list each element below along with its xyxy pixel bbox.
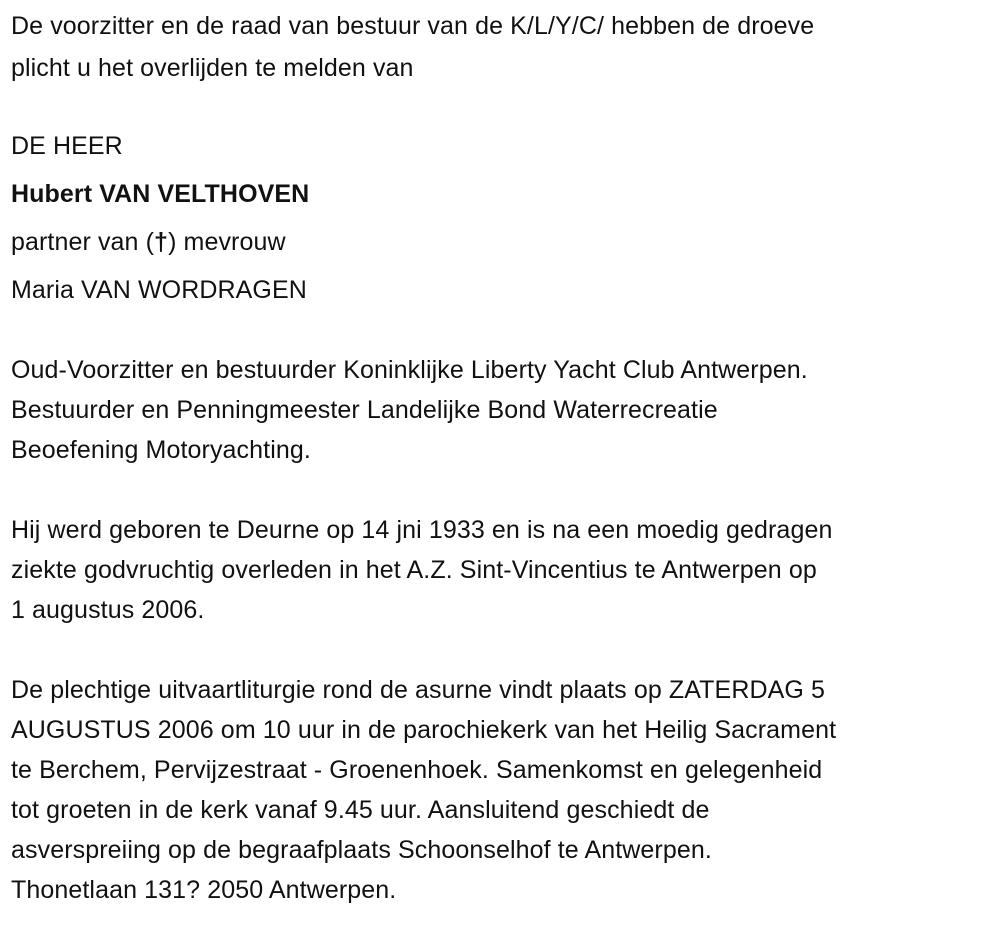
functions-line: Beoefening Motoryachting. bbox=[11, 436, 311, 464]
partner-line bbox=[11, 227, 286, 257]
funeral-line: asverspreiing op de begraafplaats Schoonselhof te Antwerpen. bbox=[11, 836, 712, 864]
partner-name: Maria VAN WORDRAGEN bbox=[11, 276, 307, 304]
birth-death-line: Hij werd geboren te Deurne op 14 jni 1933 en is na een moedig gedragen bbox=[11, 516, 833, 544]
honorific: DE HEER bbox=[11, 132, 123, 160]
intro-line: De voorzitter en de raad van bestuur van de K/L/Y/C/ hebben de droeve bbox=[11, 12, 815, 40]
funeral-line: tot groeten in de kerk vanaf 9.45 uur. Aansluitend geschiedt de bbox=[11, 796, 710, 824]
birth-death-line: 1 augustus 2006. bbox=[11, 596, 205, 624]
funeral-line: AUGUSTUS 2006 om 10 uur in de parochiekerk van het Heilig Sacrament bbox=[11, 716, 837, 744]
partner-prefix: partner van ( bbox=[11, 228, 155, 256]
partner-suffix: ) mevrouw bbox=[168, 228, 286, 256]
birth-death-line: ziekte godvruchtig overleden in het A.Z. Sint-Vincentius te Antwerpen op bbox=[11, 556, 817, 584]
deceased-name: Hubert VAN VELTHOVEN bbox=[11, 180, 310, 208]
funeral-line: Thonetlaan 131? 2050 Antwerpen. bbox=[11, 876, 397, 904]
intro-line: plicht u het overlijden te melden van bbox=[11, 54, 414, 82]
funeral-line: De plechtige uitvaartliturgie rond de asurne vindt plaats op ZATERDAG 5 bbox=[11, 676, 825, 704]
funeral-line: te Berchem, Pervijzestraat - Groenenhoek. Samenkomst en gelegenheid bbox=[11, 756, 823, 784]
functions-line: Oud-Voorzitter en bestuurder Koninklijke Liberty Yacht Club Antwerpen. bbox=[11, 356, 808, 384]
functions-line: Bestuurder en Penningmeester Landelijke Bond Waterrecreatie bbox=[11, 396, 718, 424]
cross-icon: † bbox=[154, 228, 169, 256]
